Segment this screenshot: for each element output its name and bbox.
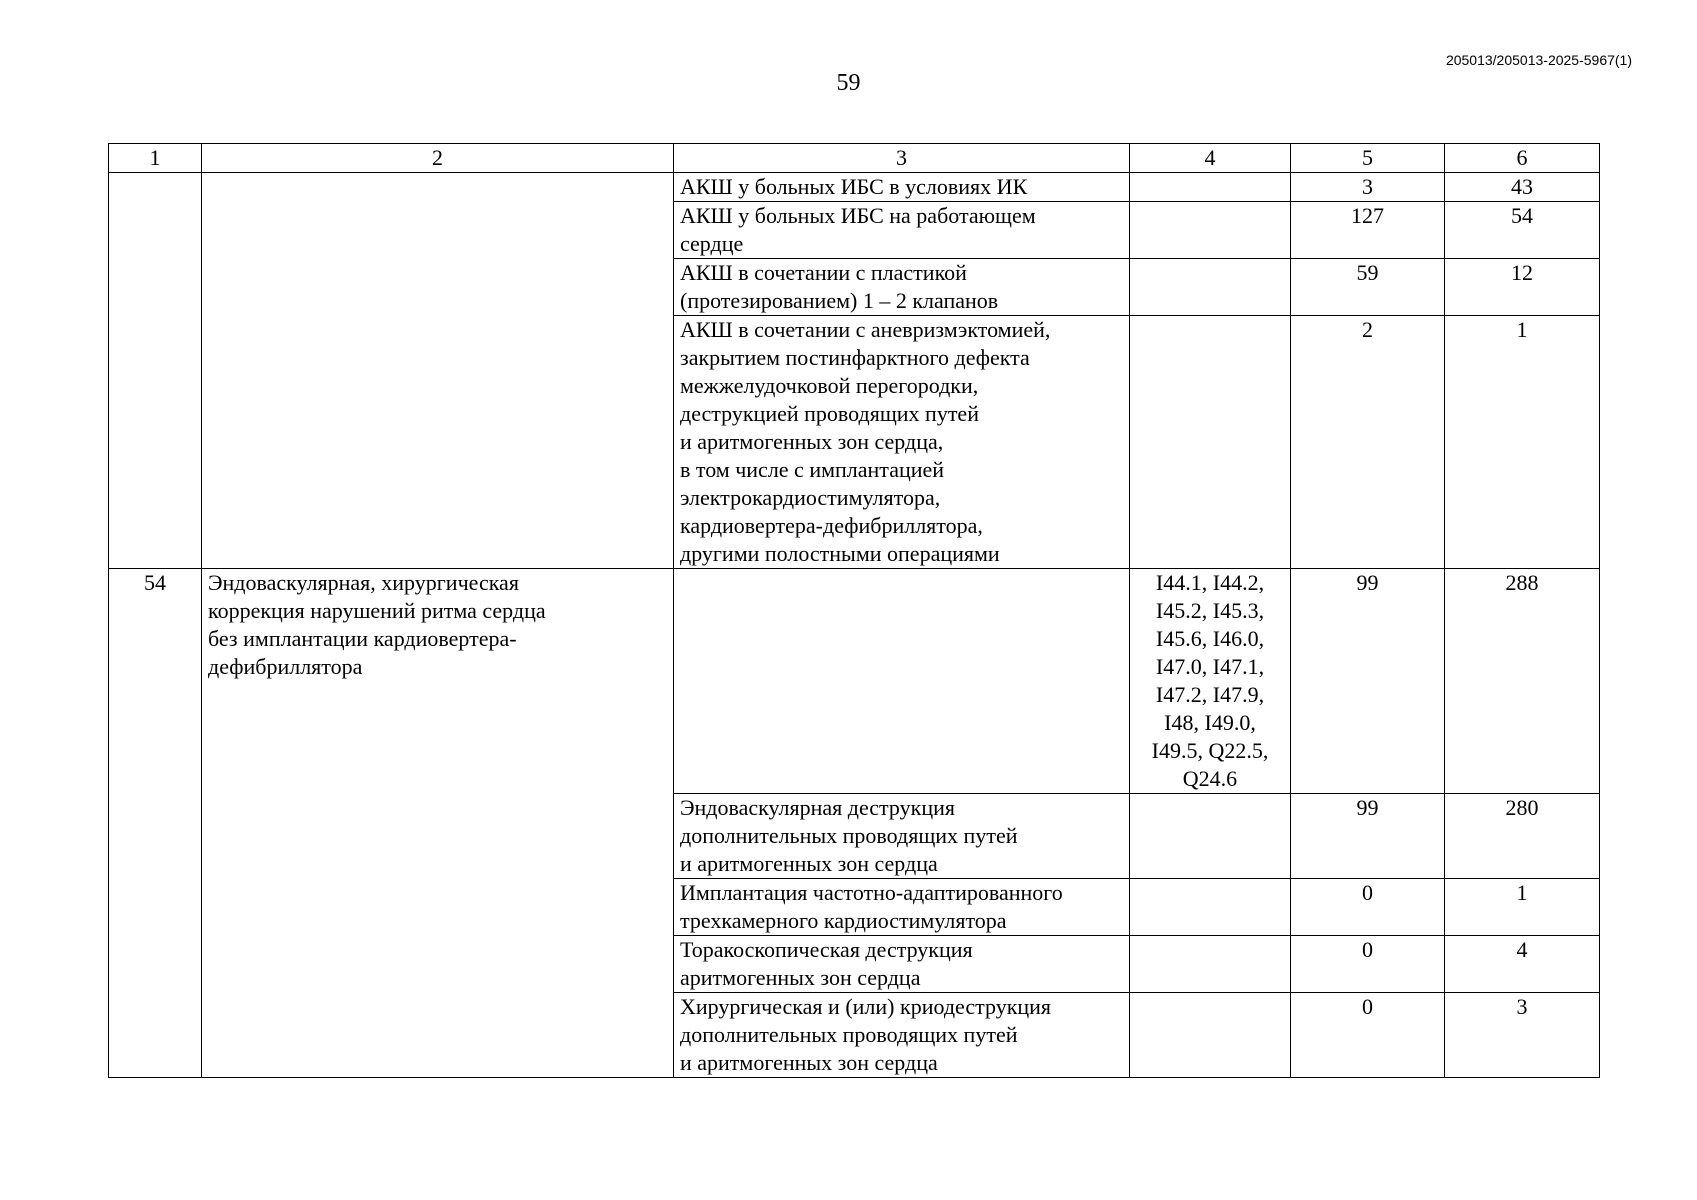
value-cell-6: 280 — [1445, 794, 1600, 879]
code-cell — [1130, 202, 1291, 259]
method-cell: АКШ у больных ИБС в условиях ИК — [674, 173, 1130, 202]
header-cell-4: 4 — [1130, 144, 1291, 173]
value-cell-5: 99 — [1291, 794, 1445, 879]
code-cell — [1130, 879, 1291, 936]
method-cell: АКШ в сочетании с пластикой (протезированием) 1 – 2 клапанов — [674, 259, 1130, 316]
header-cell-3: 3 — [674, 144, 1130, 173]
value-cell-5: 127 — [1291, 202, 1445, 259]
method-cell: АКШ в сочетании с аневризмэктомией, закрытием постинфарктного дефекта межжелудочковой перегородки, деструкцией проводящих путей и аритмогенных зон сердца, в том числе с имплантацией электрокардиостимулятора, кардиовертера-дефибриллятора, другими полостными операциями — [674, 316, 1130, 569]
value-cell-5: 2 — [1291, 316, 1445, 569]
data-table — [108, 143, 1600, 1078]
method-cell: Эндоваскулярная деструкция дополнительных проводящих путей и аритмогенных зон сердца — [674, 794, 1130, 879]
method-cell: Торакоскопическая деструкция аритмогенных зон сердца — [674, 936, 1130, 993]
table-header-row — [109, 144, 1600, 173]
table-row — [109, 173, 1600, 202]
value-cell-6: 43 — [1445, 173, 1600, 202]
header-cell-5: 5 — [1291, 144, 1445, 173]
header-cell-1: 1 — [109, 144, 202, 173]
code-cell — [1130, 316, 1291, 569]
value-cell-5: 0 — [1291, 936, 1445, 993]
method-cell — [674, 569, 1130, 794]
row-number-cell — [109, 173, 202, 569]
value-cell-5: 0 — [1291, 879, 1445, 936]
value-cell-6: 288 — [1445, 569, 1600, 794]
value-cell-6: 1 — [1445, 879, 1600, 936]
document-id: 205013/205013-2025-5967(1) — [1445, 52, 1632, 68]
code-cell — [1130, 794, 1291, 879]
method-cell: Хирургическая и (или) криодеструкция дополнительных проводящих путей и аритмогенных зон сердца — [674, 993, 1130, 1078]
header-cell-2: 2 — [202, 144, 674, 173]
page-number: 59 — [836, 70, 861, 96]
code-cell — [1130, 173, 1291, 202]
code-cell — [1130, 936, 1291, 993]
value-cell-6: 3 — [1445, 993, 1600, 1078]
value-cell-6: 54 — [1445, 202, 1600, 259]
code-cell — [1130, 993, 1291, 1078]
value-cell-6: 4 — [1445, 936, 1600, 993]
header-cell-6: 6 — [1445, 144, 1600, 173]
code-cell — [1130, 259, 1291, 316]
value-cell-5: 0 — [1291, 993, 1445, 1078]
value-cell-5: 3 — [1291, 173, 1445, 202]
value-cell-6: 12 — [1445, 259, 1600, 316]
value-cell-6: 1 — [1445, 316, 1600, 569]
method-cell: Имплантация частотно-адаптированного трехкамерного кардиостимулятора — [674, 879, 1130, 936]
value-cell-5: 99 — [1291, 569, 1445, 794]
procedure-group-cell — [202, 173, 674, 569]
table-row — [109, 569, 1600, 794]
row-number-cell: 54 — [109, 569, 202, 1078]
code-cell: I44.1, I44.2, I45.2, I45.3, I45.6, I46.0, I47.0, I47.1, I47.2, I47.9, I48, I49.0, I49.5, Q22.5, Q24.6 — [1130, 569, 1291, 794]
method-cell: АКШ у больных ИБС на работающем сердце — [674, 202, 1130, 259]
value-cell-5: 59 — [1291, 259, 1445, 316]
procedure-group-cell: Эндоваскулярная, хирургическая коррекция нарушений ритма сердца без имплантации кардиовертера- дефибриллятора — [202, 569, 674, 1078]
